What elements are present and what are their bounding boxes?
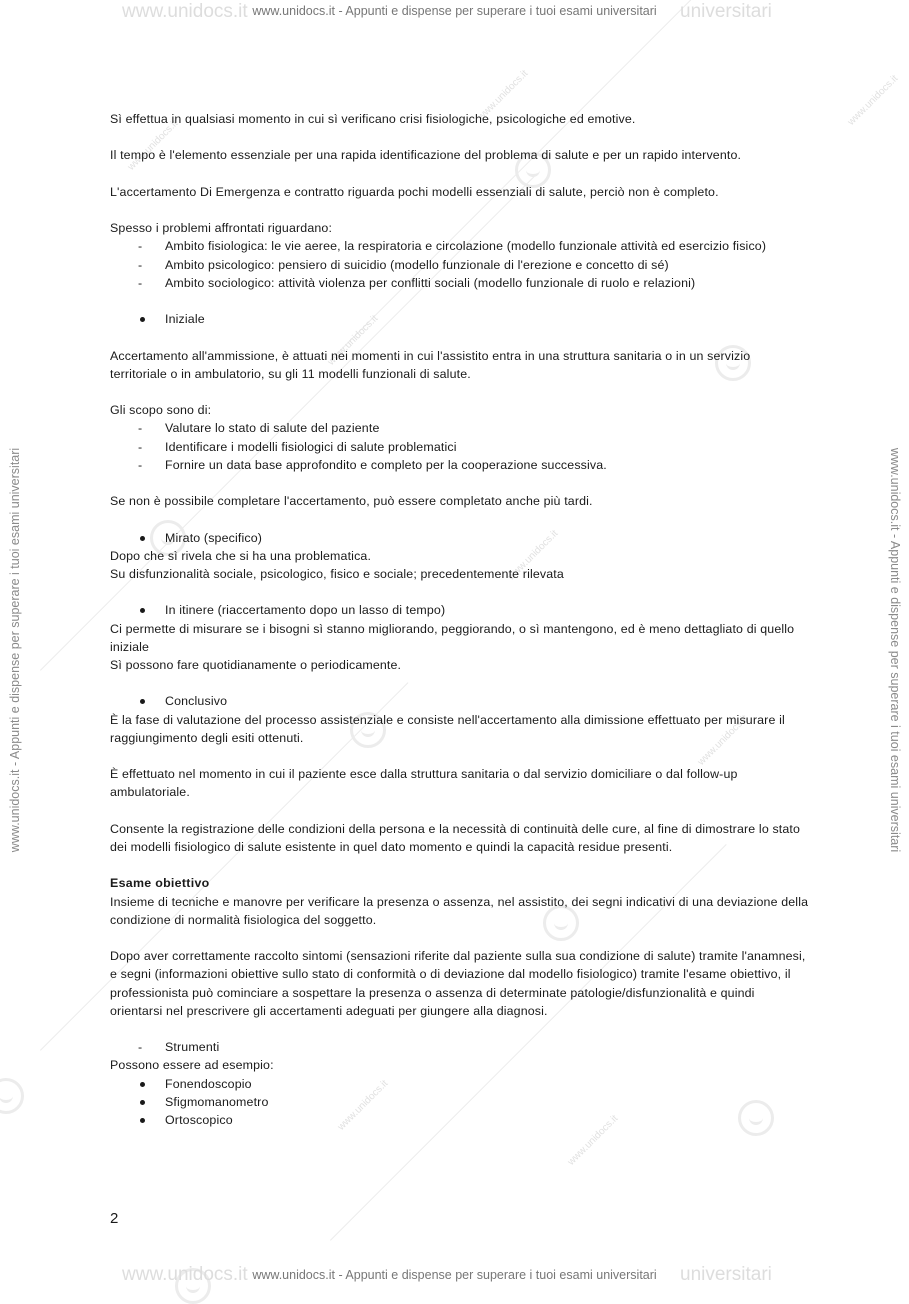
paragraph: Il tempo è l'elemento essenziale per una rapida identificazione del problema di salute e per un rapido intervento. <box>110 148 742 163</box>
list-item: Fonendoscopio <box>110 1075 810 1093</box>
list-item: - Valutare lo stato di salute del paziente <box>110 419 810 437</box>
section-bullet: Mirato (specifico) <box>110 529 810 547</box>
watermark-top: www.unidocs.it - Appunti e dispense per superare i tuoi esami universitari <box>252 4 657 18</box>
unidocs-logo-icon <box>0 1078 24 1114</box>
watermark-diagonal: www.unidocs.it <box>845 73 901 128</box>
paragraph: Dopo aver correttamente raccolto sintomi (sensazioni riferite dal paziente sulla sua condizione di salute) tramite l'anamnesi, e segni (informazioni obiettive sullo stato di conformità o di deviazione dal modello fisiologico) tramite l'esame obiettivo, il professionista può cominciare a sospettare la presenza o assenza di determinate patologie/disfunzionalità e quindi orientarsi nel prescrivere gli accertamenti adeguati per giungere alla diagnosi. <box>110 949 806 1018</box>
watermark-diagonal: www.unidocs.it <box>505 528 561 583</box>
watermark-diagonal: www.unidocs.it <box>325 313 381 368</box>
watermark-diagonal: www.unidocs.it <box>565 1113 621 1168</box>
bullet-list <box>110 692 810 710</box>
document-body <box>110 110 810 1147</box>
paragraph: Consente la registrazione delle condizioni della persona e la necessità di continuità delle cure, al fine di dimostrare lo stato dei modelli fisiologico di salute esistente in quel dato momento e quindi la capacità residue presenti. <box>110 821 801 854</box>
watermark-right: www.unidocs.it - Appunti e dispense per superare i tuoi esami universitari <box>888 447 902 853</box>
paragraph: Insieme di tecniche e manovre per verificare la presenza o assenza, nel assistito, dei segni indicativi di una deviazione della condizione di normalità fisiologica del soggetto. <box>110 894 809 927</box>
paragraph: Sì effettua in qualsiasi momento in cui sì verificano crisi fisiologiche, psicologiche ed emotive. <box>110 112 636 126</box>
watermark-ghost-right: universitari <box>680 1264 772 1285</box>
list-item: - Ambito psicologico: pensiero di suicidio (modello funzionale di l'erezione e concetto di sé) <box>110 256 810 274</box>
watermark-diagonal: www.unidocs.it <box>695 713 751 768</box>
watermark-ghost-left: www.unidocs.it <box>122 1264 248 1285</box>
dash-list <box>110 237 810 292</box>
paragraph: L'accertamento Di Emergenza e contratto riguarda pochi modelli essenziali di salute, perciò non è completo. <box>110 184 719 199</box>
dash-list <box>110 419 810 474</box>
bullet-list <box>110 601 810 619</box>
paragraph: Possono essere ad esempio: <box>110 1058 274 1073</box>
paragraph: È la fase di valutazione del processo assistenziale e consiste nell'accertamento alla dimissione effettuato per misurare il raggiungimento degli esiti ottenuti. <box>110 712 785 745</box>
watermark-ghost-right: universitari <box>680 1 772 22</box>
section-heading: Esame obiettivo <box>110 876 210 891</box>
paragraph: È effettuato nel momento in cui il paziente esce dalla struttura sanitaria o dal servizio domiciliare o dal follow-up ambulatoriale. <box>110 767 738 800</box>
list-item: - Ambito fisiologica: le vie aeree, la respiratoria e circolazione (modello funzionale attività ed esercizio fisico) <box>110 237 810 255</box>
paragraph: Dopo che sì rivela che si ha una problematica. <box>110 548 372 563</box>
paragraph: Gli scopo sono di: <box>110 403 212 418</box>
paragraph: Sì possono fare quotidianamente o periodicamente. <box>110 657 402 672</box>
list-item: Ortoscopico <box>110 1111 810 1129</box>
section-bullet: Conclusivo <box>110 692 810 710</box>
list-item: - Identificare i modelli fisiologici di salute problematici <box>110 438 810 456</box>
list-item: - Ambito sociologico: attività violenza per conflitti sociali (modello funzionale di ruolo e relazioni) <box>110 274 810 292</box>
bullet-list <box>110 310 810 328</box>
paragraph: Ci permette di misurare se i bisogni sì stanno migliorando, peggiorando, o sì mantengono, ed è meno dettagliato di quello iniziale <box>110 621 795 654</box>
page-number: 2 <box>110 1210 119 1227</box>
section-bullet: In itinere (riaccertamento dopo un lasso di tempo) <box>110 601 810 619</box>
list-item: - Fornire un data base approfondito e completo per la cooperazione successiva. <box>110 456 810 474</box>
paragraph: Accertamento all'ammissione, è attuati nei momenti in cui l'assistito entra in una struttura sanitaria o in un servizio territoriale o in ambulatorio, su gli 11 modelli funzionali di salute. <box>110 348 751 381</box>
paragraph: Spesso i problemi affrontati riguardano: <box>110 221 333 236</box>
watermark-diagonal: www.unidocs.it <box>335 1078 391 1133</box>
list-item: Sfigmomanometro <box>110 1093 810 1111</box>
paragraph: Su disfunzionalità sociale, psicologico, fisico e sociale; precedentemente rilevata <box>110 566 564 581</box>
bullet-list <box>110 529 810 547</box>
watermark-left: www.unidocs.it - Appunti e dispense per superare i tuoi esami universitari <box>8 447 22 853</box>
dash-list <box>110 1038 810 1056</box>
paragraph: Se non è possibile completare l'accertamento, può essere completato anche più tardi. <box>110 494 593 509</box>
watermark-diagonal: www.unidocs.it <box>125 118 181 173</box>
watermark-bottom: www.unidocs.it - Appunti e dispense per superare i tuoi esami universitari <box>252 1268 657 1282</box>
watermark-diagonal: www.unidocs.it <box>475 68 531 123</box>
list-item: - Strumenti <box>110 1038 810 1056</box>
section-bullet: Iniziale <box>110 310 810 328</box>
watermark-ghost-left: www.unidocs.it <box>122 1 248 22</box>
bullet-list <box>110 1075 810 1130</box>
